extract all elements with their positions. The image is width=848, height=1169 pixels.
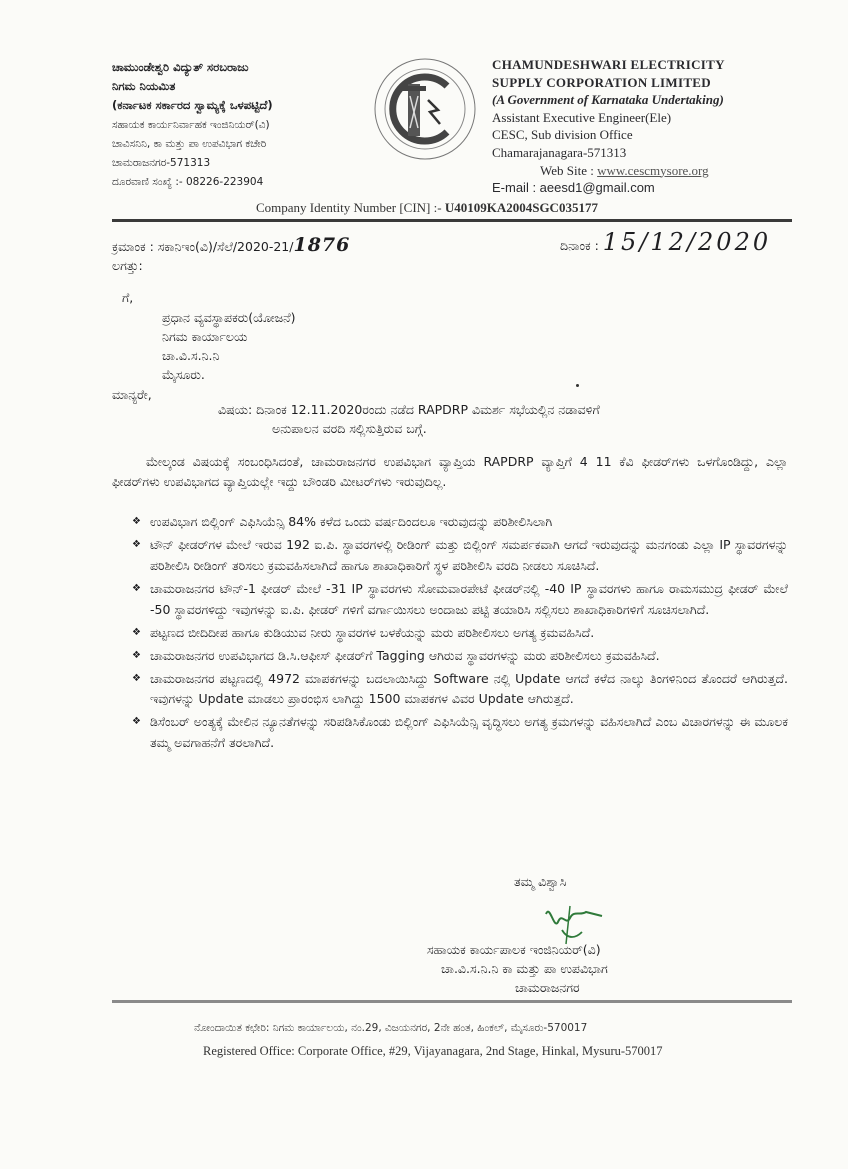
date-label: ದಿನಾಂಕ : bbox=[560, 238, 599, 253]
org-name-kannada-2: ನಿಗಮ ನಿಯಮಿತ bbox=[112, 79, 176, 94]
list-item: ❖ ಟೌನ್ ಫೀಡರ್‌ಗಳ ಮೇಲೆ ಇರುವ 192 ಐ.ಪಿ. ಸ್ಥಾವರಗಳಲ್ಲಿ ರೀಡಿಂಗ್ ಮತ್ತು ಬಿಲ್ಲಿಂಗ್ ಸಮರ್ಪಕವಾಗಿ ಆಗದೆ ಇರುವುದನ್ನು ಮನಗಂಡು ಎಲ್ಲಾ IP ಸ್ಥಾವರಗಳನ್ನು ಪರಿಶೀಲಿಸಿ ರೀಡಿಂಗ್ ತರಿಸಲು ಕ್ರಮವಹಿಸಲಾಗಿದೆ ಹಾಗೂ ಶಾಖಾಧಿಕಾರಿಗೆ ಸ್ಥಳ ಪರಿಶೀಲಿಸಿ ವರದಿ ನೀಡಲು ಸೂಚಿಸಿದೆ. bbox=[132, 536, 788, 573]
website-link[interactable]: www.cescmysore.org bbox=[597, 162, 709, 178]
website-label: Web Site : bbox=[540, 162, 598, 178]
signatory-office: ಚಾ.ವಿ.ಸ.ನಿ.ನಿ ಕಾ ಮತ್ತು ಪಾ ಉಪವಿಭಾಗ bbox=[441, 961, 608, 976]
designation-kannada: ಸಹಾಯಕ ಕಾರ್ಯನಿರ್ವಾಹಕ ಇಂಜಿನಿಯರ್(ವಿ) bbox=[112, 118, 270, 131]
signatory-place: ಚಾಮರಾಜನಗರ bbox=[515, 980, 580, 995]
subject-line-1: ವಿಷಯ: ದಿನಾಂಕ 12.11.2020ರಂದು ನಡೆದ RAPDRP ವಿಮರ್ಶ ಸಭೆಯಲ್ಲಿನ ನಡಾವಳಿಗೆ bbox=[218, 402, 600, 417]
addressee-line: ಮೈಸೂರು. bbox=[162, 367, 205, 382]
bullet-diamond-icon: ❖ bbox=[132, 649, 141, 661]
action-points-list bbox=[132, 512, 788, 756]
org-name-english-2: SUPPLY CORPORATION LIMITED bbox=[492, 74, 711, 90]
office-kannada: ಚಾವಿಸನಿನಿ, ಕಾ ಮತ್ತು ಪಾ ಉಪವಿಭಾಗ ಕಚೇರಿ bbox=[112, 137, 267, 150]
subject-line-2: ಅನುಪಾಲನ ವರದಿ ಸಲ್ಲಿಸುತ್ತಿರುವ ಬಗ್ಗೆ. bbox=[272, 421, 427, 436]
org-name-english-1: CHAMUNDESHWARI ELECTRICITY bbox=[492, 57, 725, 72]
addressee-line: ಚಾ.ವಿ.ಸ.ನಿ.ನಿ bbox=[162, 348, 220, 363]
addressee-block bbox=[162, 308, 296, 384]
addressee-line: ನಿಗಮ ಕಾರ್ಯಾಲಯ bbox=[162, 329, 248, 344]
closing-yours-faithfully: ತಮ್ಮ ವಿಶ್ವಾಸಿ bbox=[514, 874, 567, 889]
website-line bbox=[492, 162, 782, 180]
footer-divider bbox=[112, 1000, 792, 1003]
signatory-designation: ಸಹಾಯಕ ಕಾರ್ಯಪಾಲಕ ಇಂಜಿನಿಯರ್(ವಿ) bbox=[427, 942, 601, 957]
cin-value: U40109KA2004SGC035177 bbox=[444, 200, 598, 215]
addressee-to: ಗೆ, bbox=[122, 290, 134, 305]
list-item: ❖ ಚಾಮರಾಜನಗರ ಉಪವಿಭಾಗದ ಡಿ.ಸಿ.ಆಫೀಸ್ ಫೀಡರ್‌ಗೆ Tagging ಆಗಿರುವ ಸ್ಥಾವರಗಳನ್ನು ಮರು ಪರಿಶೀಲಿಸಲು ಕ್ರಮವಹಿಸಿದೆ. bbox=[132, 646, 788, 667]
gov-undertaking-kannada: (ಕರ್ನಾಟಕ ಸರ್ಕಾರದ ಸ್ವಾಮ್ಯಕ್ಕೆ ಒಳಪಟ್ಟಿದೆ) bbox=[112, 98, 273, 113]
designation-english: Assistant Executive Engineer(Ele) bbox=[492, 109, 672, 125]
bullet-diamond-icon: ❖ bbox=[132, 626, 141, 638]
phone-kannada: ದೂರವಾಣಿ ಸಂಖ್ಯೆ :- 08226-223904 bbox=[112, 176, 264, 189]
footer-kannada: ನೋಂದಾಯಿತ ಕಛೇರಿ: ನಿಗಮ ಕಾರ್ಯಾಲಯ, ನಂ.29, ವಿಜಯನಗರ, 2ನೇ ಹಂತ, ಹಿಂಕಲ್, ಮೈಸೂರು-570017 bbox=[194, 1022, 588, 1034]
enclosure-label: ಲಗತ್ತು: bbox=[112, 258, 143, 273]
org-name-kannada-1: ಚಾಮುಂಡೇಶ್ವರಿ ವಿದ್ಯುತ್ ಸರಬರಾಜು bbox=[112, 60, 249, 74]
reference-number bbox=[112, 234, 350, 256]
list-item: ❖ ಉಪವಿಭಾಗ ಬಿಲ್ಲಿಂಗ್ ಎಫಿಸಿಯೆನ್ಸಿ 84% ಕಳೆದ ಒಂದು ವರ್ಷದಿಂದಲೂ ಇರುವುದನ್ನು ಪರಿಶೀಲಿಸಿಲಾಗಿ bbox=[132, 512, 788, 533]
stray-mark bbox=[576, 384, 579, 387]
bullet-diamond-icon: ❖ bbox=[132, 538, 141, 550]
list-item: ❖ ಚಾಮರಾಜನಗರ ಪಟ್ಟಣದಲ್ಲಿ 4972 ಮಾಪಕಗಳನ್ನು ಬದಲಾಯಿಸಿದ್ದು Software ನಲ್ಲಿ Update ಆಗದೆ ಕಳೆದ ನಾಲ್ಕು ತಿಂಗಳಿನಿಂದ ತೊಂದರೆ ಆಗಿರುತ್ತದೆ. ಇವುಗಳನ್ನು Update ಮಾಡಲು ಪ್ರಾರಂಭಿಸ ಲಾಗಿದ್ದು 1500 ಮಾಪಕಗಳ ವಿವರ Update ಆಗಿರುತ್ತದೆ. bbox=[132, 670, 788, 707]
bullet-diamond-icon: ❖ bbox=[132, 516, 141, 527]
body-paragraph: ಮೇಲ್ಕಂಡ ವಿಷಯಕ್ಕೆ ಸಂಬಂಧಿಸಿದಂತೆ, ಚಾಮರಾಜನಗರ ಉಪವಿಭಾಗ ವ್ಯಾಪ್ತಿಯ RAPDRP ವ್ಯಾಪ್ತಿಗೆ 4 11 ಕೆವಿ ಫೀಡರ್‌ಗಳು ಒಳಗೊಂಡಿದ್ದು, ಎಲ್ಲಾ ಫೀಡರ್‌ಗಳು ಉಪವಿಭಾಗದ ವ್ಯಾಪ್ತಿಯಲ್ಲೇ ಇದ್ದು ಬೌಂಡರಿ ಮೀಟರ್‌ಗಳು ಇರುವುದಿಲ್ಲ. bbox=[112, 454, 788, 489]
reference-label: ಕ್ರಮಾಂಕ : ಸಕಾನಿಇಂ(ವಿ)/ಸೆಲೆ/2020-21/ bbox=[112, 239, 294, 254]
date-handwritten: 15/12/2020 bbox=[602, 228, 772, 256]
salutation: ಮಾನ್ಯರೇ, bbox=[112, 387, 152, 402]
header-divider bbox=[112, 219, 792, 222]
list-item: ❖ ಚಾಮರಾಜನಗರ ಟೌನ್-1 ಫೀಡರ್ ಮೇಲೆ -31 IP ಸ್ಥಾವರಗಳು ಸೋಮವಾರಪೇಟೆ ಫೀಡರ್‌ನಲ್ಲಿ -40 IP ಸ್ಥಾವರಗಳು ಹಾಗೂ ರಾಮಸಮುದ್ರ ಫೀಡರ್ ಮೇಲೆ -50 ಸ್ಥಾವರಗಳಿದ್ದು ಇವುಗಳನ್ನು ಐ.ಪಿ. ಫೀಡರ್ ಗಳಿಗೆ ವರ್ಗಾಯಿಸಲು ಅಂದಾಜು ಪಟ್ಟಿ ತಯಾರಿಸಿ ಸಲ್ಲಿಸಲು ಶಾಖಾಧಿಕಾರಿಗಳಿಗೆ ಸೂಚಿಸಲಾಗಿದೆ. bbox=[132, 580, 788, 617]
letterhead-english bbox=[492, 56, 782, 197]
bullet-diamond-icon: ❖ bbox=[132, 582, 141, 594]
letter-date bbox=[560, 228, 771, 256]
list-item: ❖ ಡಿಸೆಂಬರ್ ಅಂತ್ಯಕ್ಕೆ ಮೇಲಿನ ನ್ಯೂನತೆಗಳನ್ನು ಸರಿಪಡಿಸಿಕೊಂಡು ಬಿಲ್ಲಿಂಗ್ ಎಫಿಸಿಯೆನ್ಸಿ ವೃದ್ಧಿಸಲು ಅಗತ್ಯ ಕ್ರಮಗಳನ್ನು ವಹಿಸಲಾಗಿದೆ ಎಂಬ ವಿಚಾರಗಳನ್ನು ಈ ಮೂಲಕ ತಮ್ಮ ಅವಗಾಹನೆಗೆ ತರಲಾಗಿದೆ. bbox=[132, 714, 788, 751]
footer-english: Registered Office: Corporate Office, #29, Vijayanagara, 2nd Stage, Hinkal, Mysuru-570017 bbox=[203, 1044, 663, 1058]
gov-undertaking-english: (A Government of Karnataka Undertaking) bbox=[492, 92, 724, 108]
place-english: Chamarajanagara-571313 bbox=[492, 144, 627, 160]
addressee-line: ಪ್ರಧಾನ ವ್ಯವಸ್ಥಾಪಕರು(ಯೋಜನೆ) bbox=[162, 310, 296, 325]
signatory-block bbox=[427, 940, 608, 997]
email-line: E-mail : aeesd1@gmail.com bbox=[492, 180, 655, 196]
cin-label: Company Identity Number [CIN] :- bbox=[256, 200, 442, 215]
cesc-logo bbox=[372, 56, 478, 162]
subject bbox=[218, 400, 788, 438]
bullet-diamond-icon: ❖ bbox=[132, 672, 141, 684]
cin-line bbox=[256, 200, 598, 216]
list-item: ❖ ಪಟ್ಟಣದ ಬೀದಿದೀಪ ಹಾಗೂ ಕುಡಿಯುವ ನೀರು ಸ್ಥಾವರಗಳ ಬಳಕೆಯನ್ನು ಮರು ಪರಿಶೀಲಿಸಲು ಅಗತ್ಯ ಕ್ರಮವಹಿಸಿದೆ. bbox=[132, 623, 788, 644]
reference-handwritten-number: 1876 bbox=[293, 234, 351, 256]
place-kannada: ಚಾಮರಾಜನಗರ-571313 bbox=[112, 157, 211, 170]
bullet-diamond-icon: ❖ bbox=[132, 716, 141, 728]
office-english: CESC, Sub division Office bbox=[492, 127, 633, 143]
letterhead-kannada bbox=[112, 58, 382, 192]
